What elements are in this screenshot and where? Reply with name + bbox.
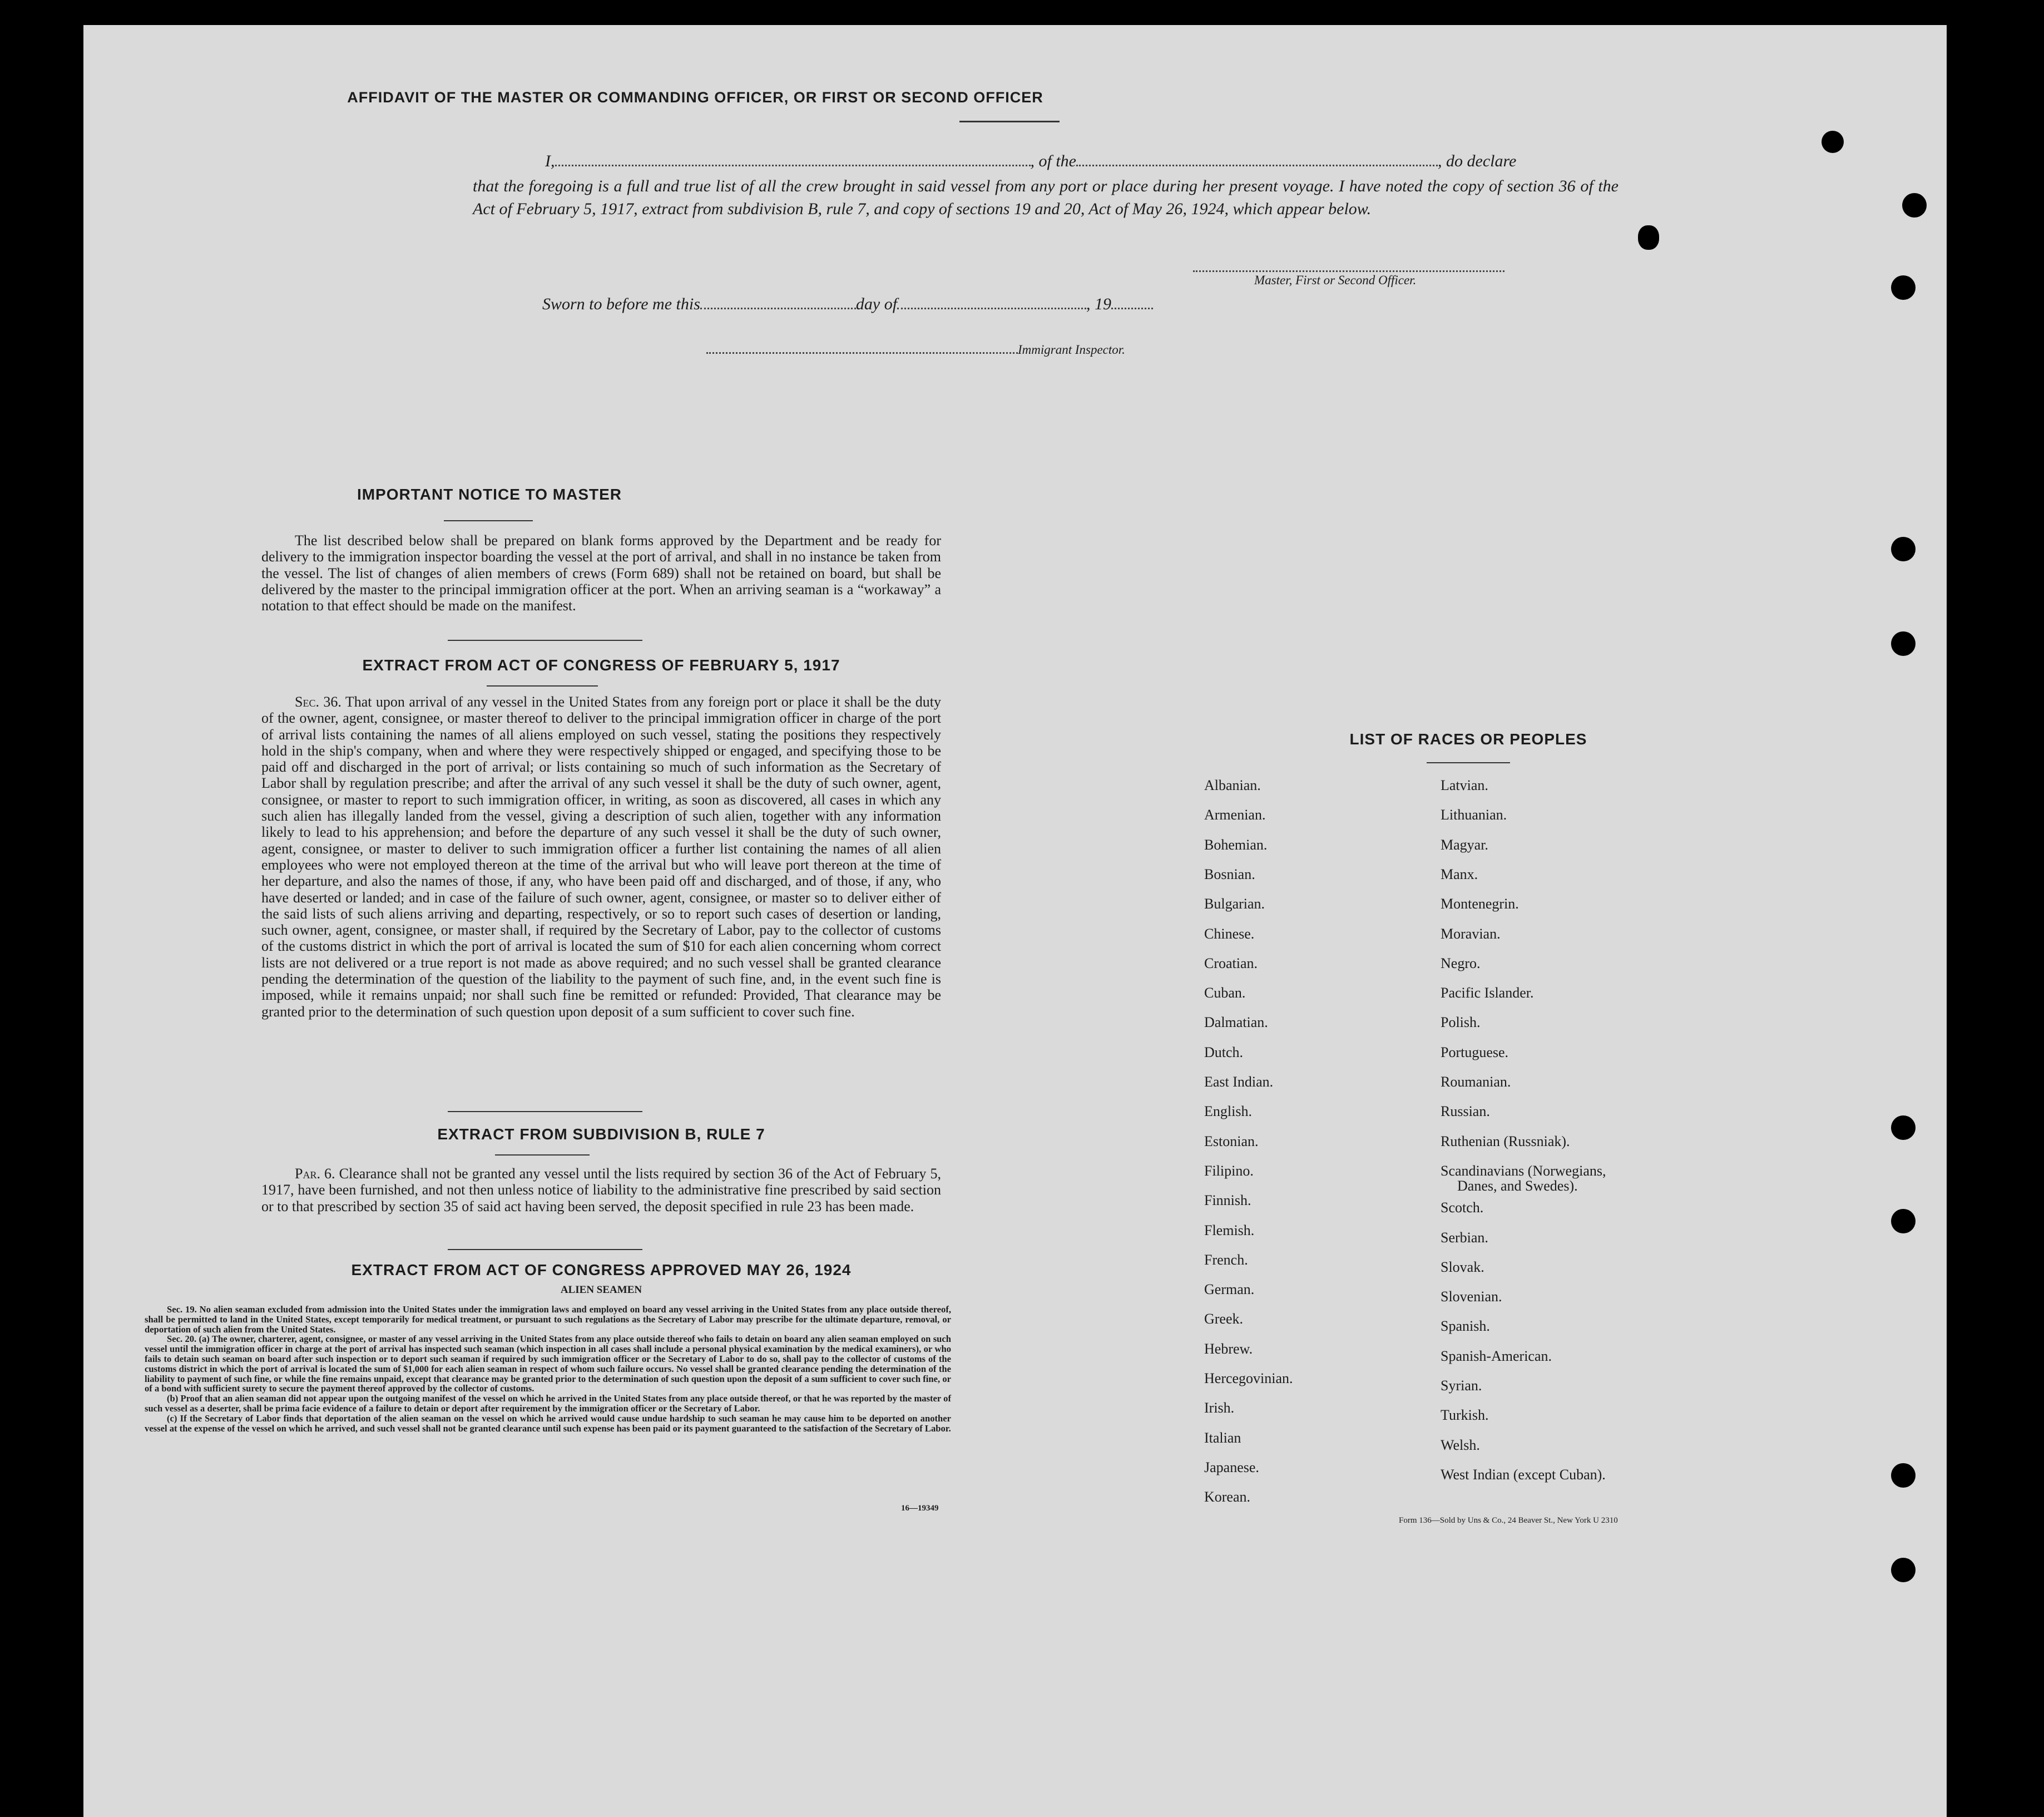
inspector-line	[706, 339, 1125, 358]
race-item: Negro.	[1441, 955, 1481, 971]
affidavit-body: that the foregoing is a full and true list of all the crew brought in said vessel from any port or place during her present voyage. I have noted the copy of section 36 of the Act of February 5, 1917, extract from subdivision B, rule 7, and copy of sections 19 and 20, Act of May 26, 1924, which appear below.	[473, 177, 1619, 218]
race-item: West Indian (except Cuban).	[1441, 1466, 1606, 1483]
race-item: Slovenian.	[1441, 1288, 1502, 1305]
race-item: Syrian.	[1441, 1377, 1482, 1394]
affidavit-of-the-label: , of the	[1030, 152, 1076, 170]
race-item: Scandinavians (Norwegians,	[1441, 1162, 1606, 1179]
sec-20b-text: (b) Proof that an alien seaman did not appear upon the outgoing manifest of the vessel on which he arrived in the United States from any place outside thereof, or that he was reported by the master of such vessel as a deserter, shall be prima facie evidence of a failure to detain or deport after requirement by the immigration officer or the Secretary of Labor.	[145, 1393, 951, 1414]
affidavit-declare-label: , do declare	[1438, 152, 1517, 170]
binder-hole	[1902, 193, 1927, 218]
race-item: Finnish.	[1204, 1192, 1251, 1209]
race-item: Armenian.	[1204, 807, 1266, 823]
race-item: Roumanian.	[1441, 1074, 1511, 1090]
race-item: English.	[1204, 1103, 1252, 1120]
binder-hole	[1891, 537, 1916, 561]
vessel-blank[interactable]	[1076, 165, 1438, 166]
sec-20a-text: Sec. 20. (a) The owner, charterer, agent, consignee, or master of any vessel arriving in the United States from any place outside thereof who fails to detain on board any alien seaman employed on such vessel until the immigration officer in charge at the port of arrival has inspected such seaman (which inspection in all cases shall include a personal physical examination by the medical examiners), or who fails to detain such seaman on board after such inspection or to deport such seaman if required by such immigration officer or the Secretary of Labor to do so, shall pay to the collector of customs of the customs district in which the port of arrival is located the sum of $1,000 for each alien seaman in respect of whom such failure occurs. No vessel shall be granted clearance pending the determination of the liability to payment of such fine, or while the fine remains unpaid, except that clearance may be granted prior to the determination of such question upon the deposit of a sum sufficient to cover such fine, or of a bond with sufficient surety to secure the payment thereof approved by the collector of customs.	[145, 1334, 951, 1394]
par-6-text: Clearance shall not be granted any vessel until the lists required by section 36 of the Act of February 5, 1917, have been furnished, and not then unless notice of liability to the administrative fine prescribed by said section or to that prescribed by section 35 of said act having been served, the deposit specified in rule 23 has been made.	[261, 1166, 942, 1214]
sworn-line	[542, 295, 1153, 314]
rule-7-divider	[495, 1154, 590, 1156]
form-code: 16—19349	[901, 1504, 939, 1513]
race-item: Korean.	[1204, 1489, 1251, 1505]
ink-blot	[1638, 225, 1659, 250]
race-item: Montenegrin.	[1441, 896, 1519, 912]
race-item: Italian	[1204, 1429, 1241, 1446]
alien-seamen-subtitle: ALIEN SEAMEN	[560, 1284, 642, 1296]
notice-body	[261, 532, 941, 614]
title-divider	[959, 121, 1060, 122]
race-item: Estonian.	[1204, 1133, 1259, 1149]
extract-1924-title: EXTRACT FROM ACT OF CONGRESS APPROVED MAY 26, 1924	[351, 1261, 852, 1278]
race-item: Cuban.	[1204, 985, 1246, 1001]
race-item: Manx.	[1441, 866, 1478, 882]
affidavit-i-label: I,	[545, 152, 555, 170]
sec-19-text: Sec. 19. No alien seaman excluded from admission into the United States under the immigration laws and employed on board any vessel arriving in the United States from any place outside thereof, shall be permitted to land in the United States, except temporarily for medical treatment, or pursuant to such regulations as the Secretary of Labor may prescribe for the ultimate departure, removal, or deportation of such alien from the United States.	[145, 1304, 951, 1335]
race-item: Russian.	[1441, 1103, 1490, 1120]
race-item: Bulgarian.	[1204, 896, 1265, 912]
binder-hole	[1891, 275, 1916, 300]
affidavit-first-line	[545, 152, 1516, 171]
sworn-year-label: , 19	[1086, 295, 1112, 313]
binder-hole	[1891, 631, 1916, 656]
race-item: Pacific Islander.	[1441, 985, 1534, 1001]
race-item: Polish.	[1441, 1014, 1481, 1031]
race-item: Bohemian.	[1204, 836, 1268, 853]
sworn-year-blank[interactable]	[1111, 308, 1153, 309]
race-item: Spanish-American.	[1441, 1347, 1552, 1364]
race-item: Irish.	[1204, 1400, 1235, 1416]
affidavit-title: AFFIDAVIT OF THE MASTER OR COMMANDING OFFICER, OR FIRST OR SECOND OFFICER	[347, 89, 1043, 106]
race-item: Croatian.	[1204, 955, 1258, 971]
race-item: Portuguese.	[1441, 1044, 1509, 1060]
race-item: Serbian.	[1441, 1229, 1488, 1246]
extract-1924-body	[145, 1305, 951, 1433]
race-item: Danes, and Swedes).	[1457, 1177, 1578, 1194]
race-item: Dutch.	[1204, 1044, 1244, 1060]
race-item: Chinese.	[1204, 925, 1255, 942]
extract-1917-divider	[487, 685, 598, 687]
binder-hole	[1891, 1209, 1916, 1233]
sworn-day-blank[interactable]	[700, 308, 856, 309]
notice-title: IMPORTANT NOTICE TO MASTER	[357, 486, 622, 503]
sec-20c-text: (c) If the Secretary of Labor finds that deportation of the alien seaman on the vessel on which he arrived would cause undue hardship to such seaman he may cause him to be deported on another vessel at the expense of the vessel on which he arrived, and such vessel shall not be granted clearance until such expense has been paid or its payment guaranteed to the satisfaction of the Secretary of Labor.	[145, 1413, 951, 1434]
form-note: Form 136—Sold by Uns & Co., 24 Beaver St., New York U 2310	[1399, 1516, 1618, 1525]
sec-36-label: Sec. 36.	[295, 694, 342, 710]
race-item: Spanish.	[1441, 1318, 1490, 1335]
race-item: Bosnian.	[1204, 866, 1255, 882]
rule-7-title: EXTRACT FROM SUBDIVISION B, RULE 7	[437, 1125, 765, 1143]
sworn-month-blank[interactable]	[897, 308, 1086, 309]
inspector-signature-blank[interactable]	[706, 352, 1018, 354]
race-item: Latvian.	[1441, 777, 1488, 793]
race-item: Slovak.	[1441, 1258, 1484, 1275]
sworn-prefix: Sworn to before me this	[542, 295, 700, 313]
section-divider	[448, 640, 642, 641]
race-item: Scotch.	[1441, 1199, 1484, 1216]
document-sheet	[83, 25, 1947, 1817]
section-divider-3	[448, 1249, 642, 1250]
notice-body-text: The list described below shall be prepared on blank forms approved by the Department and be ready for delivery to the immigration inspector boarding the vessel at the port of arrival, and shall in no instance be taken from the vessel. The list of changes of alien members of crews (Form 689) shall not be retained on board, but shall be delivered by the master to the principal immigration officer at the port. When an arriving seaman is a “workaway” a notation to that effect should be made on the manifest.	[261, 532, 941, 614]
inspector-label: Immigrant Inspector.	[1018, 343, 1125, 357]
binder-hole	[1891, 1558, 1916, 1582]
races-divider	[1427, 762, 1510, 763]
race-item: Moravian.	[1441, 925, 1501, 942]
race-item: German.	[1204, 1281, 1255, 1298]
extract-1917-title: EXTRACT FROM ACT OF CONGRESS OF FEBRUARY 5, 1917	[362, 656, 840, 674]
race-item: Welsh.	[1441, 1436, 1480, 1453]
master-signature-label: Master, First or Second Officer.	[1254, 273, 1417, 287]
race-item: Filipino.	[1204, 1162, 1254, 1179]
binder-hole	[1822, 131, 1844, 153]
race-item: French.	[1204, 1251, 1248, 1268]
binder-hole	[1891, 1115, 1916, 1140]
race-item: Flemish.	[1204, 1222, 1255, 1238]
race-item: Hercegovinian.	[1204, 1370, 1293, 1386]
rule-7-body	[261, 1166, 941, 1214]
name-blank[interactable]	[555, 165, 1031, 166]
race-item: Turkish.	[1441, 1407, 1489, 1424]
race-item: Hebrew.	[1204, 1340, 1253, 1357]
extract-1917-body	[261, 694, 941, 1020]
race-item: Greek.	[1204, 1311, 1244, 1327]
race-item: Dalmatian.	[1204, 1014, 1268, 1031]
master-signature-line[interactable]	[1193, 270, 1504, 272]
sworn-day-label: day of	[855, 295, 898, 313]
section-divider-2	[448, 1111, 642, 1112]
par-6-label: Par. 6.	[295, 1166, 335, 1182]
race-item: Albanian.	[1204, 777, 1261, 793]
race-item: Ruthenian (Russniak).	[1441, 1133, 1570, 1149]
races-title: LIST OF RACES OR PEOPLES	[1349, 730, 1587, 748]
sec-36-text: That upon arrival of any vessel in the United States from any foreign port or place it shall be the duty of the owner, agent, consignee, or master thereof to deliver to the principal immigration officer in charge of the port of arrival lists containing the names of all aliens employed on such vessel, stating the positions they respectively hold in the ship's company, when and where they were respectively shipped or engaged, and specifying those to be paid off and discharged in the port of arrival; or lists containing so much of such information as the Secretary of Labor shall by regulation prescribe; and after the arrival of any such vessel it shall be the duty of such owner, agent, consignee, or master to report to such immigration officer, in writing, as soon as discovered, all cases in which any such alien has illegally landed from the vessel, giving a description of such alien, together with any information likely to lead to his apprehension; and before the departure of any such vessel it shall be the duty of such owner, agent, consignee, or master to deliver to such immigration officer a further list containing the names of all alien employees who were not employed thereon at the time of the arrival but who will leave port thereon at the time of her departure, and also the names of those, if any, who have been paid off and discharged, and of those, if any, who have deserted or landed; and in case of the failure of such owner, agent, consignee, or master so to deliver either of the said lists of such aliens arriving and departing, respectively, or so to report such cases of desertion or landing, such owner, agent, consignee, or master shall, if required by the Secretary of Labor, pay to the collector of customs of the customs district in which the port of arrival is located the sum of $10 for each alien concerning whom correct lists are not delivered or a true report is not made as above required; and no such vessel shall be granted clearance pending the determination of the question of the liability to the payment of such fine, and, in the event such fine is imposed, while it remains unpaid; nor shall such fine be remitted or refunded: Provided, That clearance may be granted prior to the determination of such question upon deposit of a sum sufficient to cover such fine.	[261, 694, 941, 1020]
race-item: Japanese.	[1204, 1459, 1259, 1475]
race-item: Lithuanian.	[1441, 807, 1507, 823]
binder-hole	[1891, 1463, 1916, 1488]
notice-divider	[444, 520, 533, 521]
race-item: East Indian.	[1204, 1074, 1274, 1090]
race-item: Magyar.	[1441, 836, 1488, 853]
